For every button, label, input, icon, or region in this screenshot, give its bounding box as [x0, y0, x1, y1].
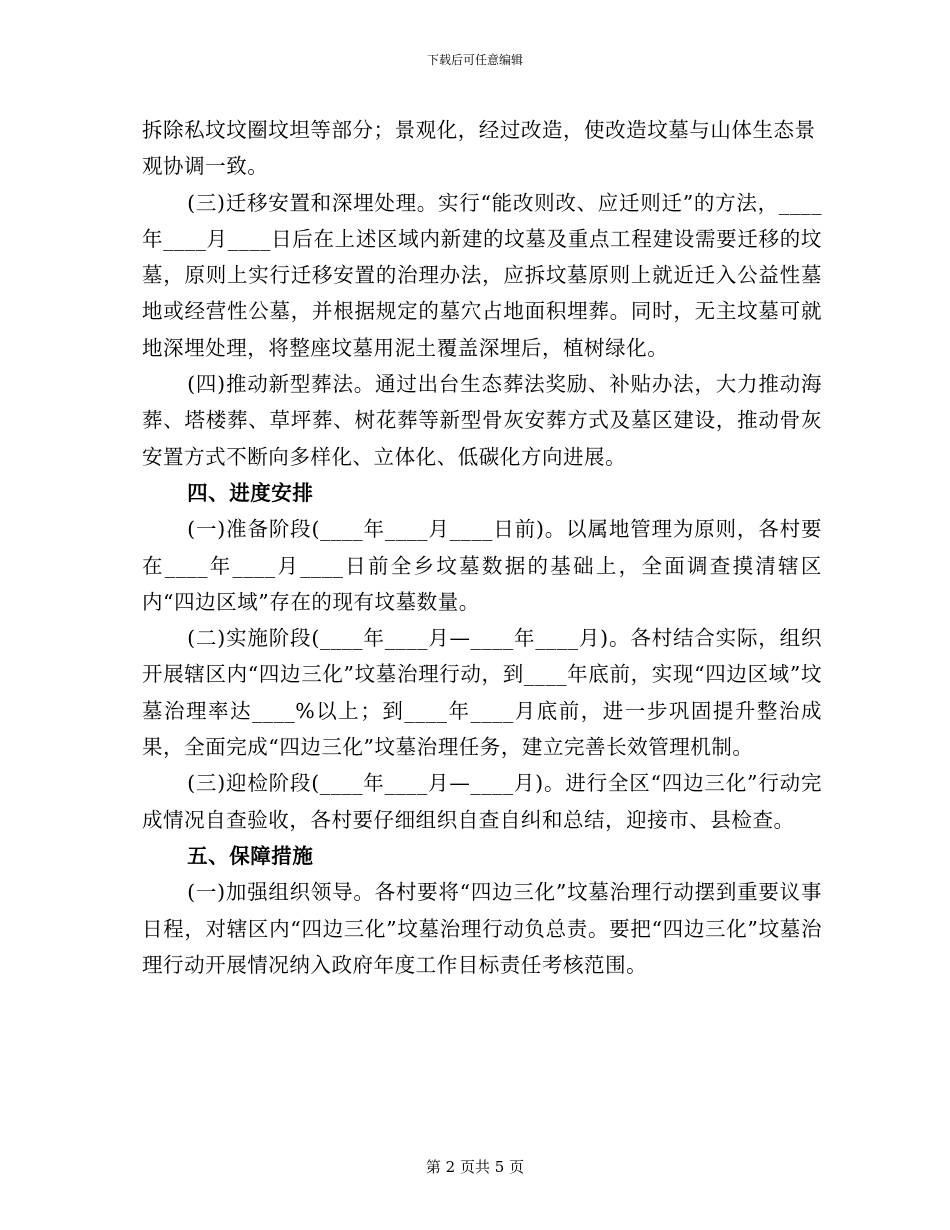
page-number: 第 2 页共 5 页 [425, 1158, 525, 1176]
paragraph-relocation: (三)迁移安置和深埋处理。实行“能改则改、应迁则迁”的方法，____年____月____日后在上述区域内新建的坟墓及重点工程建设需要迁移的坟墓，原则上实行迁移安置的治理办法，应拆坟墓原则上就近迁入公益性墓地或经营性公墓，并根据规定的墓穴占地面积埋葬。同时，无主坟墓可就地深埋处理，将整座坟墓用泥土覆盖深埋后，植树绿化。 [142, 190, 822, 360]
section-heading-schedule: 四、进度安排 [187, 480, 314, 505]
paragraph-organization: (一)加强组织领导。各村要将“四边三化”坟墓治理行动摆到重要议事日程，对辖区内“四边三化”坟墓治理行动负总责。要把“四边三化”坟墓治理行动开展情况纳入政府年度工作目标责任考核范围。 [142, 880, 822, 977]
paragraph-preparation-stage: (一)准备阶段(____年____月____日前)。以属地管理为原则，各村要在____年____月____日前全乡坟墓数据的基础上，全面调查摸清辖区内“四边区域”存在的现有坟墓数量。 [142, 517, 822, 614]
paragraph-implementation-stage: (二)实施阶段(____年____月—____年____月)。各村结合实际，组织开展辖区内“四边三化”坟墓治理行动，到____年底前，实现“四边区域”坟墓治理率达____%以上；到____年____月底前，进一步巩固提升整治成果，全面完成“四边三化”坟墓治理任务，建立完善长效管理机制。 [142, 626, 822, 760]
paragraph-new-burial: (四)推动新型葬法。通过出台生态葬法奖励、补贴办法，大力推动海葬、塔楼葬、草坪葬、树花葬等新型骨灰安葬方式及墓区建设，推动骨灰安置方式不断向多样化、立体化、低碳化方向进展。 [142, 372, 822, 469]
document-body [142, 112, 822, 983]
paragraph-continuation: 拆除私坟坟圈坟坦等部分；景观化，经过改造，使改造坟墓与山体生态景观协调一致。 [142, 118, 816, 179]
page-header: 下载后可任意编辑 [426, 53, 523, 67]
section-heading-safeguards: 五、保障措施 [187, 843, 314, 868]
paragraph-inspection-stage: (三)迎检阶段(____年____月—____月)。进行全区“四边三化”行动完成情况自查验收，各村要仔细组织自查自纠和总结，迎接市、县检查。 [142, 771, 822, 832]
